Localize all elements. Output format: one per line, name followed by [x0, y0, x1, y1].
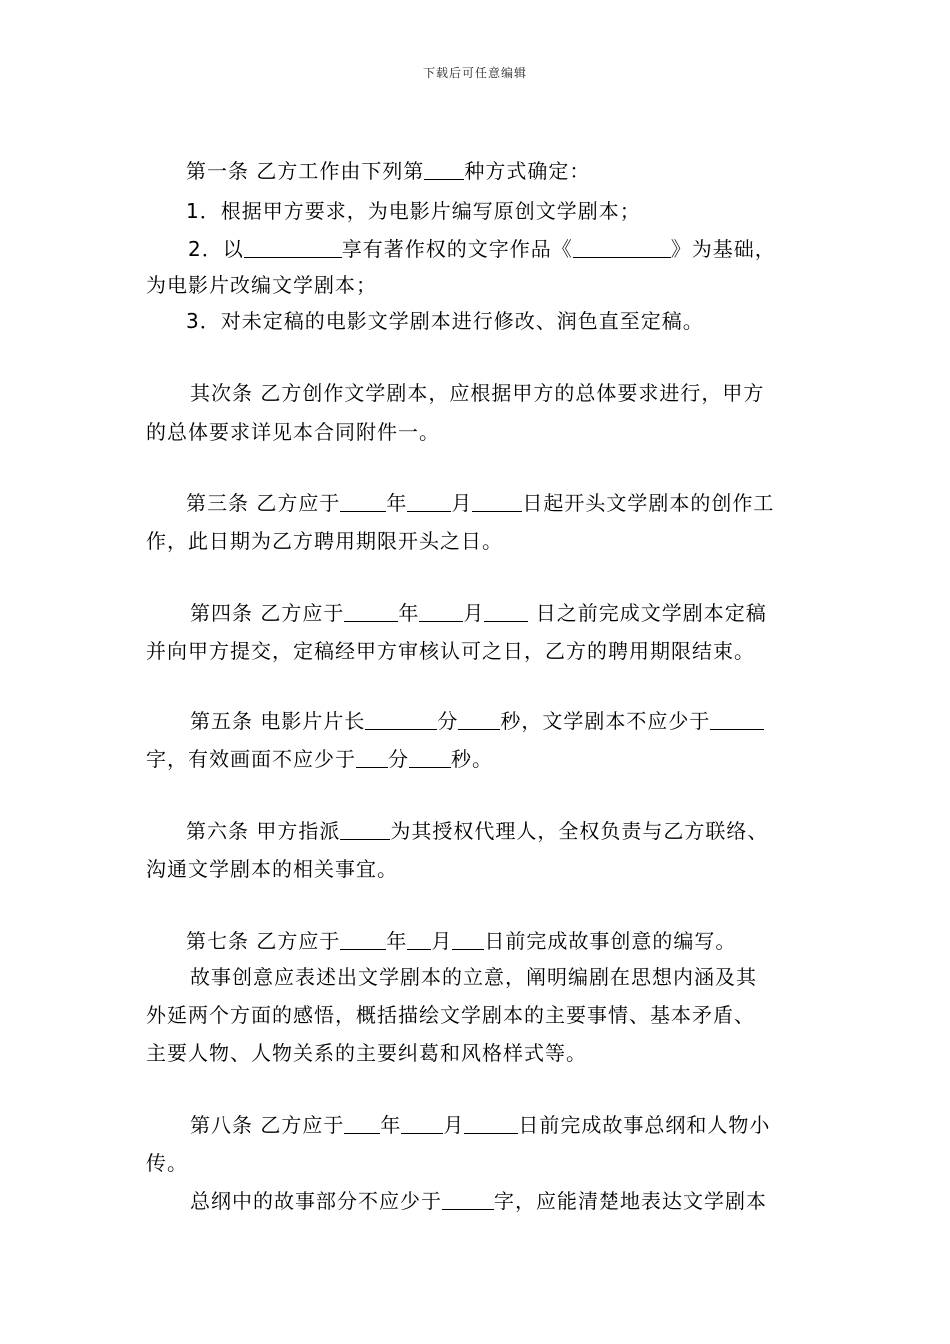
blank-field — [340, 821, 390, 840]
text: 分 — [388, 747, 409, 771]
article-7-line-1 — [186, 926, 736, 956]
article-7-line-3 — [146, 1000, 755, 1030]
article-7-line-2 — [190, 962, 757, 992]
article-8-line-2 — [146, 1148, 188, 1178]
text: 字，应能清楚地表达文学剧本 — [494, 1189, 767, 1213]
blank-field — [419, 603, 463, 622]
article-8-line-1 — [190, 1110, 770, 1140]
text: 3．对未定稿的电影文学剧本进行修改、润色直至定稿。 — [186, 309, 704, 333]
article-5-line-2 — [146, 744, 493, 774]
text: 分 — [437, 709, 459, 733]
article-6-line-2 — [146, 854, 398, 884]
text: 作，此日期为乙方聘用期限开头之日。 — [146, 529, 503, 553]
text: 第三条 乙方应于 — [186, 491, 341, 515]
article-5-line-1 — [190, 706, 764, 736]
article-1-item-3 — [186, 306, 704, 336]
text: 为电影片改编文学剧本； — [146, 273, 377, 297]
text: 2．以 — [188, 237, 244, 261]
article-3-line-2 — [146, 526, 503, 556]
blank-field — [340, 931, 386, 950]
blank-field — [407, 931, 431, 950]
text: 沟通文学剧本的相关事宜。 — [146, 857, 398, 881]
article-2-line-2 — [146, 417, 440, 447]
text: 秒。 — [451, 747, 493, 771]
text: 总纲中的故事部分不应少于 — [190, 1189, 442, 1213]
blank-field — [409, 749, 451, 768]
blank-field — [344, 1115, 380, 1134]
text: 年 — [398, 601, 420, 625]
blank-field — [442, 1191, 494, 1210]
text: 年 — [386, 929, 408, 953]
text: 第七条 乙方应于 — [186, 929, 341, 953]
blank-field — [344, 603, 398, 622]
text: 为其授权代理人，全权负责与乙方联络、 — [390, 819, 769, 843]
blank-field — [407, 493, 451, 512]
blank-field — [472, 493, 522, 512]
text: 1．根据甲方要求，为电影片编写原创文学剧本； — [186, 199, 641, 223]
text: 外延两个方面的感悟，概括描绘文学剧本的主要事情、基本矛盾、 — [146, 1003, 755, 1027]
blank-field — [464, 1115, 518, 1134]
text: 故事创意应表述出文学剧本的立意，阐明编剧在思想内涵及其 — [190, 965, 757, 989]
text: 月 — [443, 1113, 465, 1137]
blank-field — [340, 493, 386, 512]
text: 享有著作权的文字作品《 — [341, 237, 573, 261]
text: 月 — [463, 601, 485, 625]
text: 第四条 乙方应于 — [190, 601, 345, 625]
text: 月 — [431, 929, 453, 953]
text: 年 — [386, 491, 408, 515]
blank-field — [401, 1115, 443, 1134]
blank-field — [244, 239, 342, 258]
text: 第六条 甲方指派 — [186, 819, 341, 843]
text: 主要人物、人物关系的主要纠葛和风格样式等。 — [146, 1041, 587, 1065]
text: 种方式确定： — [464, 159, 591, 183]
text: 第五条 电影片片长 — [190, 709, 366, 733]
article-4-line-2 — [146, 636, 755, 666]
text: 秒，文学剧本不应少于 — [500, 709, 711, 733]
text: 》为基础， — [670, 237, 776, 261]
article-3-line-1 — [186, 488, 774, 518]
blank-field — [365, 711, 437, 730]
article-1-item-2-cont — [146, 270, 377, 300]
page-header: 下载后可任意编辑 — [422, 66, 527, 80]
blank-field — [573, 239, 671, 258]
article-1-item-1 — [186, 196, 641, 226]
text: 月 — [451, 491, 473, 515]
blank-field — [710, 711, 764, 730]
article-1-line — [186, 156, 590, 186]
article-7-line-4 — [146, 1038, 587, 1068]
article-6-line-1 — [186, 816, 768, 846]
text: 年 — [380, 1113, 402, 1137]
blank-field — [452, 931, 484, 950]
article-8-line-3 — [190, 1186, 767, 1216]
blank-field — [458, 711, 500, 730]
blank-field — [356, 749, 388, 768]
article-1-item-2 — [188, 234, 776, 264]
text: 日起开头文学剧本的创作工 — [522, 491, 775, 515]
blank-field — [484, 603, 528, 622]
text: 其次条 乙方创作文学剧本，应根据甲方的总体要求进行，甲方 — [190, 381, 765, 405]
text: 第一条 乙方工作由下列第 — [186, 159, 425, 183]
text: 日前完成故事创意的编写。 — [484, 929, 737, 953]
article-2-line-1 — [190, 378, 764, 408]
article-4-line-1 — [190, 598, 767, 628]
text: 日之前完成文学剧本定稿 — [528, 601, 767, 625]
blank-field — [424, 161, 464, 180]
text: 的总体要求详见本合同附件一。 — [146, 420, 440, 444]
text: 日前完成故事总纲和人物小 — [518, 1113, 771, 1137]
text: 字，有效画面不应少于 — [146, 747, 356, 771]
text: 第八条 乙方应于 — [190, 1113, 345, 1137]
text: 并向甲方提交，定稿经甲方审核认可之日，乙方的聘用期限结束。 — [146, 639, 755, 663]
text: 传。 — [146, 1151, 188, 1175]
